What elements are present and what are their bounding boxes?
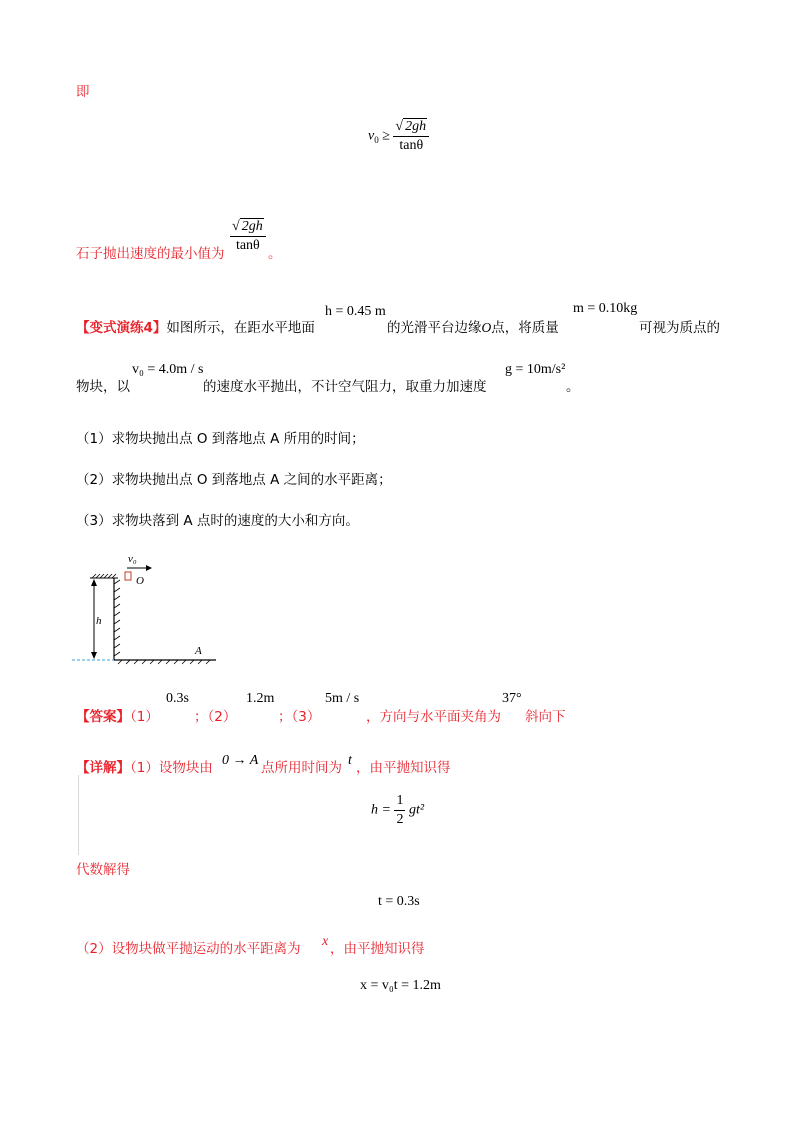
exercise-text-4: 可视为质点的 bbox=[639, 320, 720, 336]
detail-t2: 点所用时间为 bbox=[261, 760, 342, 776]
eq1-den: 2 bbox=[396, 812, 404, 827]
detail-label: 【详解】 bbox=[76, 760, 130, 776]
equation-2: t = 0.3s bbox=[378, 894, 420, 909]
question-1: （1）求物块抛出点 O 到落地点 A 所用的时间； bbox=[76, 431, 365, 447]
g-value: g = 10m/s² bbox=[505, 362, 566, 377]
exercise-label: 【变式演练4】 bbox=[76, 320, 167, 336]
min-end: 。 bbox=[268, 246, 282, 262]
detail-line-1 bbox=[76, 756, 213, 776]
m-value: m = 0.10kg bbox=[573, 301, 638, 316]
exercise-text-2: 的光滑平台边缘 bbox=[387, 320, 482, 336]
inequality-formula bbox=[368, 118, 429, 155]
answer-line bbox=[76, 705, 159, 725]
min-text: 石子抛出速度的最小值为 bbox=[76, 246, 225, 262]
solve-text: 代数解得 bbox=[76, 862, 130, 878]
ji-text: 即 bbox=[76, 84, 90, 100]
detail-t4: （2）设物块做平抛运动的水平距离为 bbox=[76, 941, 301, 957]
exercise-text-3: 点，将质量 bbox=[491, 320, 559, 336]
detail-x-var: x bbox=[322, 934, 329, 949]
point-O: O bbox=[481, 320, 492, 335]
min-fraction: $\frac{√ 2gh}{\tan\theta}$ bbox=[230, 218, 266, 255]
eq1-rhs: gt² bbox=[408, 802, 425, 818]
equation-1 bbox=[371, 792, 424, 829]
answer-p2: ；（2） bbox=[194, 709, 237, 725]
v0-label: v₀ bbox=[128, 553, 137, 565]
detail-sidebar-bar bbox=[78, 775, 79, 855]
answer-p5: 斜向下 bbox=[525, 709, 566, 725]
O-label: O bbox=[136, 575, 144, 587]
exercise-text-1: 如图所示，在距水平地面 bbox=[166, 320, 315, 336]
answer-p1: （1） bbox=[130, 709, 159, 725]
answer-p3: ；（3） bbox=[278, 709, 321, 725]
exercise-text-7: 。 bbox=[566, 379, 580, 395]
equation-3: x = v₀t = 1.2m bbox=[360, 978, 441, 993]
ineq-num: 2gh bbox=[405, 119, 427, 134]
exercise-line-1 bbox=[76, 316, 315, 336]
A-label: A bbox=[195, 645, 202, 657]
min-num: 2gh bbox=[241, 219, 263, 234]
detail-t1: （1）设物块由 bbox=[130, 760, 213, 776]
v0-value: v₀ = 4.0m / s bbox=[132, 362, 204, 377]
exercise-text-6: 的速度水平抛出，不计空气阻力，取重力加速度 bbox=[203, 379, 487, 395]
ineq-fraction: $\frac{√ 2gh}{\tan\theta}$ bbox=[393, 118, 429, 155]
h-value: h = 0.45 m bbox=[325, 304, 386, 319]
block-shape bbox=[125, 572, 131, 580]
answer-p4: ，方向与水平面夹角为 bbox=[366, 709, 501, 725]
answer-angle: 37° bbox=[502, 691, 522, 706]
ineq-lhs: v bbox=[368, 128, 375, 144]
question-2: （2）求物块抛出点 O 到落地点 A 之间的水平距离； bbox=[76, 472, 392, 488]
ineq-op: ≥ bbox=[382, 128, 390, 144]
eq1-lhs: h = bbox=[371, 802, 391, 818]
ineq-lhs-sub: 0 bbox=[374, 134, 379, 145]
detail-t5: ，由平抛知识得 bbox=[330, 941, 425, 957]
answer-1: 0.3s bbox=[166, 691, 189, 706]
question-3: （3）求物块落到 A 点时的速度的大小和方向。 bbox=[76, 513, 359, 529]
min-den: tanθ bbox=[235, 238, 260, 253]
exercise-text-5: 物块，以 bbox=[76, 379, 130, 395]
h-label: h bbox=[96, 615, 102, 627]
projectile-figure bbox=[70, 548, 230, 668]
eq1-num: 1 bbox=[394, 792, 405, 811]
answer-label: 【答案】 bbox=[76, 709, 130, 725]
detail-t-var: t bbox=[348, 753, 352, 768]
exercise-line-1b bbox=[387, 316, 559, 336]
detail-arrow: 0 → A bbox=[222, 753, 259, 768]
ineq-den: tanθ bbox=[399, 138, 424, 153]
detail-t3: ，由平抛知识得 bbox=[356, 760, 451, 776]
answer-2: 1.2m bbox=[246, 691, 275, 706]
answer-3: 5m / s bbox=[325, 691, 360, 706]
